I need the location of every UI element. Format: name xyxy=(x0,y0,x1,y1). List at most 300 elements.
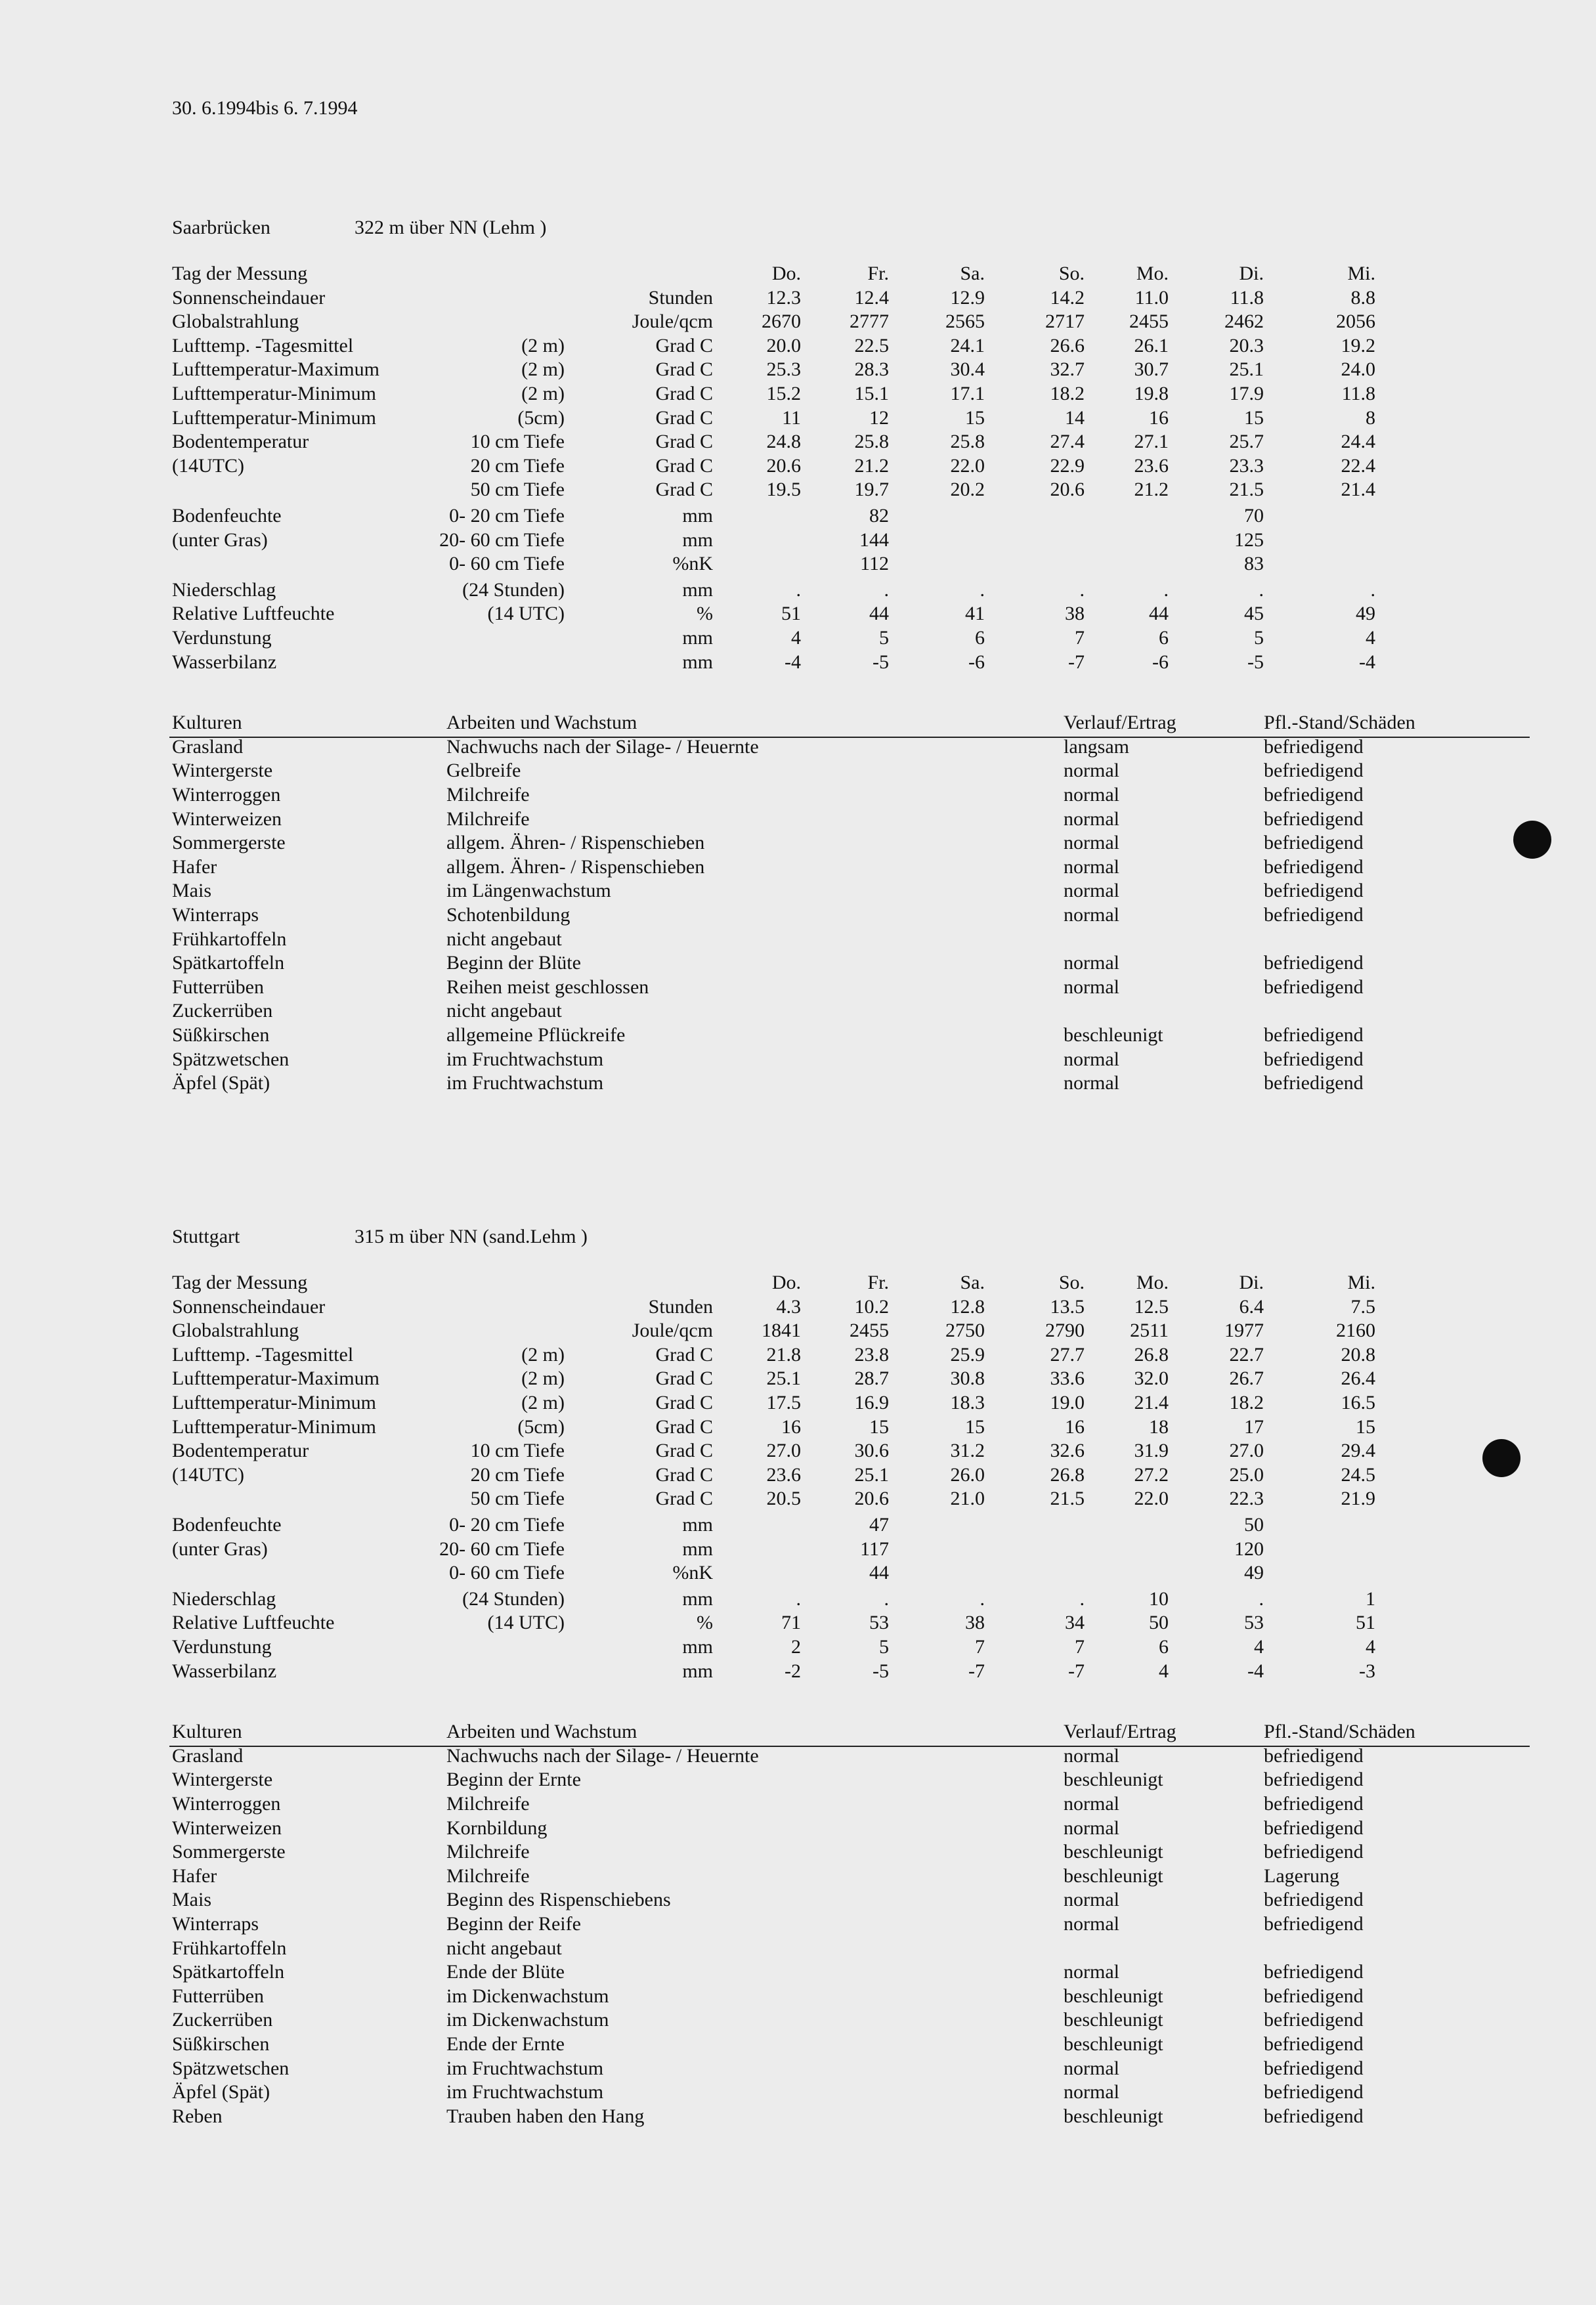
weather-value: 23.6 xyxy=(1134,454,1169,477)
culture-growth: im Fruchtwachstum xyxy=(446,2057,604,2079)
weather-value: -5 xyxy=(1247,651,1264,673)
day-header: Fr. xyxy=(867,1272,889,1293)
culture-growth: Gelbreife xyxy=(446,760,521,782)
culture-progress: beschleunigt xyxy=(1064,1864,1163,1887)
weather-value: . xyxy=(980,578,985,601)
weather-row-sub: 0- 20 cm Tiefe xyxy=(449,505,565,527)
weather-value: 8 xyxy=(1366,406,1375,429)
culture-progress: beschleunigt xyxy=(1064,1985,1163,2007)
day-header: Di. xyxy=(1239,263,1264,284)
weather-row-sub: (2 m) xyxy=(521,1368,565,1390)
weather-row-label: Relative Luftfeuchte xyxy=(172,1612,335,1634)
weather-value: . xyxy=(1259,1587,1264,1610)
weather-row-unit: Grad C xyxy=(655,431,713,453)
weather-value: 26.7 xyxy=(1229,1368,1264,1390)
weather-value: 20.8 xyxy=(1341,1343,1375,1366)
weather-value: 22.5 xyxy=(854,334,889,356)
weather-row-unit: %nK xyxy=(672,553,713,575)
weather-value: 12.3 xyxy=(766,286,801,309)
weather-row-label: Bodenfeuchte xyxy=(172,1514,282,1536)
weather-value: 17.9 xyxy=(1229,383,1264,404)
weather-value: 30.6 xyxy=(854,1440,889,1462)
weather-row-unit: Stunden xyxy=(648,1295,713,1318)
weather-value: 10.2 xyxy=(854,1295,889,1318)
station-name: Saarbrücken xyxy=(172,217,270,238)
culture-condition: befriedigend xyxy=(1264,1744,1364,1767)
weather-value: 26.4 xyxy=(1341,1368,1375,1390)
weather-value: 24.8 xyxy=(766,431,801,453)
weather-value: 7 xyxy=(1075,627,1085,649)
weather-value: 15 xyxy=(965,406,985,429)
weather-value: 25.0 xyxy=(1229,1463,1264,1486)
weather-value: 1 xyxy=(1366,1587,1375,1610)
culture-name: Mais xyxy=(172,880,211,902)
weather-value: . xyxy=(1163,578,1169,601)
weather-value: -7 xyxy=(1068,1660,1085,1682)
culture-condition: befriedigend xyxy=(1264,808,1364,830)
weather-value: 23.6 xyxy=(766,1463,801,1486)
weather-row-unit: mm xyxy=(682,528,713,551)
weather-value: 17.1 xyxy=(950,383,985,404)
weather-row-label: Sonnenscheindauer xyxy=(172,286,326,309)
weather-value: 26.8 xyxy=(1050,1463,1085,1486)
day-header: So. xyxy=(1058,263,1085,284)
weather-value: 117 xyxy=(860,1538,889,1560)
weather-value: 2790 xyxy=(1045,1320,1085,1342)
weather-row-unit: Joule/qcm xyxy=(632,1320,713,1342)
weather-value: 51 xyxy=(781,603,801,625)
weather-value: 18.2 xyxy=(1229,1392,1264,1413)
culture-growth: im Fruchtwachstum xyxy=(446,2081,604,2103)
weather-value: 22.9 xyxy=(1050,454,1085,477)
weather-value: 16.5 xyxy=(1341,1392,1375,1413)
weather-value: 25.9 xyxy=(950,1343,985,1366)
day-header: Sa. xyxy=(960,263,985,284)
culture-growth: Nachwuchs nach der Silage- / Heuernte xyxy=(446,735,759,758)
weather-value: 2455 xyxy=(1129,311,1169,333)
weather-row-sub: (14 UTC) xyxy=(487,1612,565,1634)
weather-value: 15 xyxy=(1356,1415,1375,1438)
culture-growth: im Längenwachstum xyxy=(446,880,611,902)
weather-value: 2565 xyxy=(945,311,985,333)
culture-condition: befriedigend xyxy=(1264,904,1364,926)
culture-progress: normal xyxy=(1064,2081,1119,2103)
culture-progress: beschleunigt xyxy=(1064,1024,1163,1046)
weather-row-sub: (24 Stunden) xyxy=(462,578,565,601)
culture-condition: befriedigend xyxy=(1264,1817,1364,1839)
weather-row-unit: % xyxy=(697,603,713,625)
weather-value: 20.6 xyxy=(854,1488,889,1510)
weather-value: 83 xyxy=(1244,553,1264,575)
culture-name: Wintergerste xyxy=(172,760,273,782)
weather-value: -4 xyxy=(1359,651,1375,673)
weather-value: -7 xyxy=(968,1660,985,1682)
weather-row-sub: (2 m) xyxy=(521,1343,565,1366)
culture-name: Wintergerste xyxy=(172,1769,273,1791)
weather-value: 49 xyxy=(1244,1562,1264,1584)
culture-condition: befriedigend xyxy=(1264,880,1364,902)
weather-value: 21.5 xyxy=(1050,1488,1085,1510)
weather-row-label: Lufttemperatur-Minimum xyxy=(172,406,376,429)
weather-row-unit: mm xyxy=(682,627,713,649)
weather-value: 71 xyxy=(781,1612,801,1634)
weather-value: 29.4 xyxy=(1341,1440,1375,1462)
weather-value: 24.0 xyxy=(1341,358,1375,381)
weather-row-unit: mm xyxy=(682,1514,713,1536)
weather-value: 20.6 xyxy=(766,454,801,477)
weather-row-unit: mm xyxy=(682,1636,713,1658)
weather-row-sub: 10 cm Tiefe xyxy=(470,1440,565,1462)
culture-progress: beschleunigt xyxy=(1064,2009,1163,2031)
weather-row-sub: 20- 60 cm Tiefe xyxy=(439,528,565,551)
tag-der-messung-label: Tag der Messung xyxy=(172,263,308,284)
weather-row-sub: 0- 20 cm Tiefe xyxy=(449,1514,565,1536)
culture-name: Hafer xyxy=(172,855,217,878)
weather-value: 33.6 xyxy=(1050,1368,1085,1390)
culture-progress: normal xyxy=(1064,855,1119,878)
day-header: Do. xyxy=(771,1272,801,1293)
weather-value: 20.3 xyxy=(1229,334,1264,356)
culture-progress: normal xyxy=(1064,1913,1119,1935)
culture-name: Grasland xyxy=(172,1744,244,1767)
weather-value: 25.3 xyxy=(766,358,801,381)
culture-progress: normal xyxy=(1064,1889,1119,1911)
weather-value: 26.1 xyxy=(1134,334,1169,356)
weather-value: 2462 xyxy=(1224,311,1264,333)
weather-value: 24.4 xyxy=(1341,431,1375,453)
culture-header: Kulturen xyxy=(172,1721,242,1743)
weather-value: 13.5 xyxy=(1050,1295,1085,1318)
weather-row-unit: mm xyxy=(682,1538,713,1560)
weather-value: 22.4 xyxy=(1341,454,1375,477)
weather-value: 38 xyxy=(1065,603,1085,625)
day-header: Mo. xyxy=(1136,263,1169,284)
culture-name: Spätzwetschen xyxy=(172,1048,290,1070)
culture-growth: allgem. Ähren- / Rispenschieben xyxy=(446,855,705,878)
weather-value: 27.0 xyxy=(1229,1440,1264,1462)
weather-value: 20.0 xyxy=(766,334,801,356)
weather-value: 16.9 xyxy=(854,1392,889,1413)
weather-value: 32.7 xyxy=(1050,358,1085,381)
weather-row-unit: Grad C xyxy=(655,1488,713,1510)
culture-name: Mais xyxy=(172,1889,211,1911)
culture-condition: befriedigend xyxy=(1264,952,1364,974)
weather-row-unit: % xyxy=(697,1612,713,1634)
weather-value: 26.0 xyxy=(950,1463,985,1486)
culture-growth: allgemeine Pflückreife xyxy=(446,1024,626,1046)
weather-value: -4 xyxy=(1247,1660,1264,1682)
culture-condition: befriedigend xyxy=(1264,760,1364,782)
culture-growth: Beginn des Rispenschiebens xyxy=(446,1889,671,1911)
culture-growth: Reihen meist geschlossen xyxy=(446,976,649,998)
weather-value: . xyxy=(796,1587,801,1610)
weather-row-sub: (5cm) xyxy=(517,406,565,429)
day-header: Sa. xyxy=(960,1272,985,1293)
weather-value: 82 xyxy=(869,505,889,527)
weather-value: -6 xyxy=(1152,651,1169,673)
weather-row-unit: Grad C xyxy=(655,1392,713,1413)
weather-value: 23.3 xyxy=(1229,454,1264,477)
culture-name: Äpfel (Spät) xyxy=(172,1072,270,1094)
weather-row-sub: 50 cm Tiefe xyxy=(470,479,565,501)
weather-row-label: Lufttemperatur-Minimum xyxy=(172,1392,376,1413)
weather-value: 50 xyxy=(1149,1612,1169,1634)
weather-value: 21.2 xyxy=(854,454,889,477)
weather-value: 21.9 xyxy=(1341,1488,1375,1510)
weather-value: 19.8 xyxy=(1134,383,1169,404)
weather-value: 41 xyxy=(965,603,985,625)
culture-progress: langsam xyxy=(1064,735,1129,758)
weather-value: 5 xyxy=(879,1636,889,1658)
weather-value: 11.8 xyxy=(1230,286,1264,309)
culture-progress: beschleunigt xyxy=(1064,1769,1163,1791)
weather-value: 2056 xyxy=(1336,311,1375,333)
weather-value: 44 xyxy=(869,1562,889,1584)
weather-value: 50 xyxy=(1244,1514,1264,1536)
culture-progress: normal xyxy=(1064,832,1119,854)
weather-row-unit: Grad C xyxy=(655,334,713,356)
weather-row-unit: Stunden xyxy=(648,286,713,309)
culture-progress: normal xyxy=(1064,2057,1119,2079)
culture-growth: Milchreife xyxy=(446,808,530,830)
weather-value: 2670 xyxy=(762,311,801,333)
weather-row-sub: (2 m) xyxy=(521,383,565,404)
culture-condition: befriedigend xyxy=(1264,2009,1364,2031)
weather-value: 53 xyxy=(1244,1612,1264,1634)
culture-condition: befriedigend xyxy=(1264,1769,1364,1791)
weather-value: 20.5 xyxy=(766,1488,801,1510)
weather-value: -5 xyxy=(873,651,889,673)
weather-value: 20.6 xyxy=(1050,479,1085,501)
date-range: 30. 6.1994bis 6. 7.1994 xyxy=(172,97,358,119)
culture-condition: befriedigend xyxy=(1264,1913,1364,1935)
weather-value: 17 xyxy=(1244,1415,1264,1438)
culture-growth: Kornbildung xyxy=(446,1817,548,1839)
culture-header: Verlauf/Ertrag xyxy=(1064,712,1176,734)
culture-progress: beschleunigt xyxy=(1064,2033,1163,2055)
weather-value: 21.5 xyxy=(1229,479,1264,501)
weather-value: 112 xyxy=(860,553,889,575)
weather-row-label: Bodenfeuchte xyxy=(172,505,282,527)
weather-value: 4 xyxy=(1254,1636,1264,1658)
weather-value: 20.2 xyxy=(950,479,985,501)
weather-row-sub: (2 m) xyxy=(521,1392,565,1413)
culture-progress: normal xyxy=(1064,808,1119,830)
weather-value: 24.5 xyxy=(1341,1463,1375,1486)
weather-row-sub: (24 Stunden) xyxy=(462,1587,565,1610)
weather-value: -5 xyxy=(873,1660,889,1682)
weather-value: 6.4 xyxy=(1239,1295,1264,1318)
weather-value: 70 xyxy=(1244,505,1264,527)
weather-row-label: (14UTC) xyxy=(172,454,244,477)
weather-value: 21.8 xyxy=(766,1343,801,1366)
weather-value: 2750 xyxy=(945,1320,985,1342)
weather-value: 19.2 xyxy=(1341,334,1375,356)
day-header: Mi. xyxy=(1347,1272,1375,1293)
weather-value: 25.8 xyxy=(854,431,889,453)
weather-value: 21.0 xyxy=(950,1488,985,1510)
culture-header: Pfl.-Stand/Schäden xyxy=(1264,712,1415,734)
weather-value: 27.7 xyxy=(1050,1343,1085,1366)
culture-growth: Milchreife xyxy=(446,784,530,806)
weather-row-label: Lufttemperatur-Minimum xyxy=(172,1415,376,1438)
weather-row-sub: 20 cm Tiefe xyxy=(470,1463,565,1486)
culture-progress: normal xyxy=(1064,880,1119,902)
weather-value: 2511 xyxy=(1130,1320,1169,1342)
weather-value: 26.6 xyxy=(1050,334,1085,356)
day-header: Di. xyxy=(1239,1272,1264,1293)
station-elevation: 322 m über NN (Lehm ) xyxy=(355,217,547,238)
culture-name: Winterroggen xyxy=(172,784,281,806)
weather-value: 7 xyxy=(975,1636,985,1658)
weather-value: 5 xyxy=(1254,627,1264,649)
culture-progress: normal xyxy=(1064,1961,1119,1983)
weather-row-unit: mm xyxy=(682,578,713,601)
weather-row-unit: Grad C xyxy=(655,383,713,404)
weather-row-sub: 20 cm Tiefe xyxy=(470,454,565,477)
weather-value: 18.2 xyxy=(1050,383,1085,404)
weather-value: 21.2 xyxy=(1134,479,1169,501)
culture-condition: befriedigend xyxy=(1264,1841,1364,1863)
culture-growth: Milchreife xyxy=(446,1864,530,1887)
punch-hole-icon xyxy=(1513,821,1551,859)
weather-value: 31.2 xyxy=(950,1440,985,1462)
weather-value: 15 xyxy=(869,1415,889,1438)
culture-progress: normal xyxy=(1064,1817,1119,1839)
weather-row-sub: 0- 60 cm Tiefe xyxy=(449,553,565,575)
weather-value: 12.4 xyxy=(854,286,889,309)
weather-value: -2 xyxy=(785,1660,801,1682)
weather-value: 44 xyxy=(869,603,889,625)
tag-der-messung-label: Tag der Messung xyxy=(172,1272,308,1293)
culture-name: Frühkartoffeln xyxy=(172,928,287,950)
culture-name: Zuckerrüben xyxy=(172,2009,273,2031)
weather-value: 26.8 xyxy=(1134,1343,1169,1366)
culture-progress: beschleunigt xyxy=(1064,2105,1163,2127)
culture-header: Pfl.-Stand/Schäden xyxy=(1264,1721,1415,1743)
weather-row-label: Niederschlag xyxy=(172,1587,276,1610)
weather-row-unit: Grad C xyxy=(655,1440,713,1462)
weather-row-unit: Grad C xyxy=(655,1343,713,1366)
weather-value: 16 xyxy=(1065,1415,1085,1438)
weather-value: 24.1 xyxy=(950,334,985,356)
culture-name: Spätzwetschen xyxy=(172,2057,290,2079)
weather-value: 19.0 xyxy=(1050,1392,1085,1413)
culture-condition: befriedigend xyxy=(1264,2057,1364,2079)
weather-value: 1841 xyxy=(762,1320,801,1342)
weather-value: . xyxy=(1370,578,1375,601)
weather-value: 2160 xyxy=(1336,1320,1375,1342)
culture-growth: im Dickenwachstum xyxy=(446,2009,609,2031)
weather-value: -7 xyxy=(1068,651,1085,673)
weather-row-unit: Grad C xyxy=(655,1368,713,1390)
weather-value: 16 xyxy=(1149,406,1169,429)
culture-header: Verlauf/Ertrag xyxy=(1064,1721,1176,1743)
culture-condition: befriedigend xyxy=(1264,832,1364,854)
weather-value: 5 xyxy=(879,627,889,649)
culture-growth: allgem. Ähren- / Rispenschieben xyxy=(446,832,705,854)
culture-name: Sommergerste xyxy=(172,832,286,854)
station-name: Stuttgart xyxy=(172,1226,240,1247)
weather-row-unit: mm xyxy=(682,505,713,527)
weather-row-label: Wasserbilanz xyxy=(172,651,277,673)
weather-value: -6 xyxy=(968,651,985,673)
weather-row-label: Wasserbilanz xyxy=(172,1660,277,1682)
weather-value: 1977 xyxy=(1224,1320,1264,1342)
weather-value: 6 xyxy=(975,627,985,649)
weather-row-label: Niederschlag xyxy=(172,578,276,601)
weather-row-label: Relative Luftfeuchte xyxy=(172,603,335,625)
weather-value: 30.4 xyxy=(950,358,985,381)
culture-name: Futterrüben xyxy=(172,976,264,998)
culture-name: Frühkartoffeln xyxy=(172,1937,287,1959)
culture-condition: befriedigend xyxy=(1264,855,1364,878)
weather-value: . xyxy=(1079,1587,1085,1610)
culture-growth: Ende der Ernte xyxy=(446,2033,565,2055)
weather-value: 25.1 xyxy=(766,1368,801,1390)
weather-row-label: (unter Gras) xyxy=(172,528,268,551)
weather-value: 31.9 xyxy=(1134,1440,1169,1462)
culture-condition: befriedigend xyxy=(1264,1889,1364,1911)
culture-growth: Beginn der Reife xyxy=(446,1913,581,1935)
weather-value: . xyxy=(884,578,889,601)
weather-row-unit: Grad C xyxy=(655,479,713,501)
weather-value: . xyxy=(796,578,801,601)
culture-condition: befriedigend xyxy=(1264,1048,1364,1070)
weather-row-sub: (5cm) xyxy=(517,1415,565,1438)
culture-growth: nicht angebaut xyxy=(446,928,562,950)
weather-value: 19.5 xyxy=(766,479,801,501)
weather-row-label: Bodentemperatur xyxy=(172,431,309,453)
weather-value: 4 xyxy=(791,627,801,649)
weather-value: 45 xyxy=(1244,603,1264,625)
culture-condition: befriedigend xyxy=(1264,1024,1364,1046)
culture-progress: normal xyxy=(1064,784,1119,806)
culture-name: Winterweizen xyxy=(172,1817,282,1839)
weather-value: 22.0 xyxy=(1134,1488,1169,1510)
culture-growth: nicht angebaut xyxy=(446,1937,562,1959)
weather-value: 11.0 xyxy=(1134,286,1169,309)
weather-value: 6 xyxy=(1159,1636,1169,1658)
culture-progress: normal xyxy=(1064,976,1119,998)
weather-value: 21.4 xyxy=(1134,1392,1169,1413)
weather-value: 7 xyxy=(1075,1636,1085,1658)
weather-row-sub: (14 UTC) xyxy=(487,603,565,625)
weather-value: 32.6 xyxy=(1050,1440,1085,1462)
weather-row-label: Lufttemp. -Tagesmittel xyxy=(172,1343,354,1366)
day-header: Mo. xyxy=(1136,1272,1169,1293)
culture-condition: Lagerung xyxy=(1264,1864,1339,1887)
culture-condition: befriedigend xyxy=(1264,735,1364,758)
weather-value: 47 xyxy=(869,1514,889,1536)
weather-value: 25.1 xyxy=(1229,358,1264,381)
weather-value: 2717 xyxy=(1045,311,1085,333)
weather-row-unit: mm xyxy=(682,1660,713,1682)
day-header: Fr. xyxy=(867,263,889,284)
weather-value: 17.5 xyxy=(766,1392,801,1413)
culture-name: Süßkirschen xyxy=(172,1024,270,1046)
punch-hole-icon xyxy=(1482,1439,1521,1477)
weather-value: 16 xyxy=(781,1415,801,1438)
culture-progress: normal xyxy=(1064,1048,1119,1070)
weather-value: 53 xyxy=(869,1612,889,1634)
culture-growth: im Dickenwachstum xyxy=(446,1985,609,2007)
culture-name: Winterraps xyxy=(172,904,259,926)
weather-value: 18.3 xyxy=(950,1392,985,1413)
weather-value: 30.7 xyxy=(1134,358,1169,381)
weather-value: 49 xyxy=(1356,603,1375,625)
culture-growth: nicht angebaut xyxy=(446,1000,562,1022)
